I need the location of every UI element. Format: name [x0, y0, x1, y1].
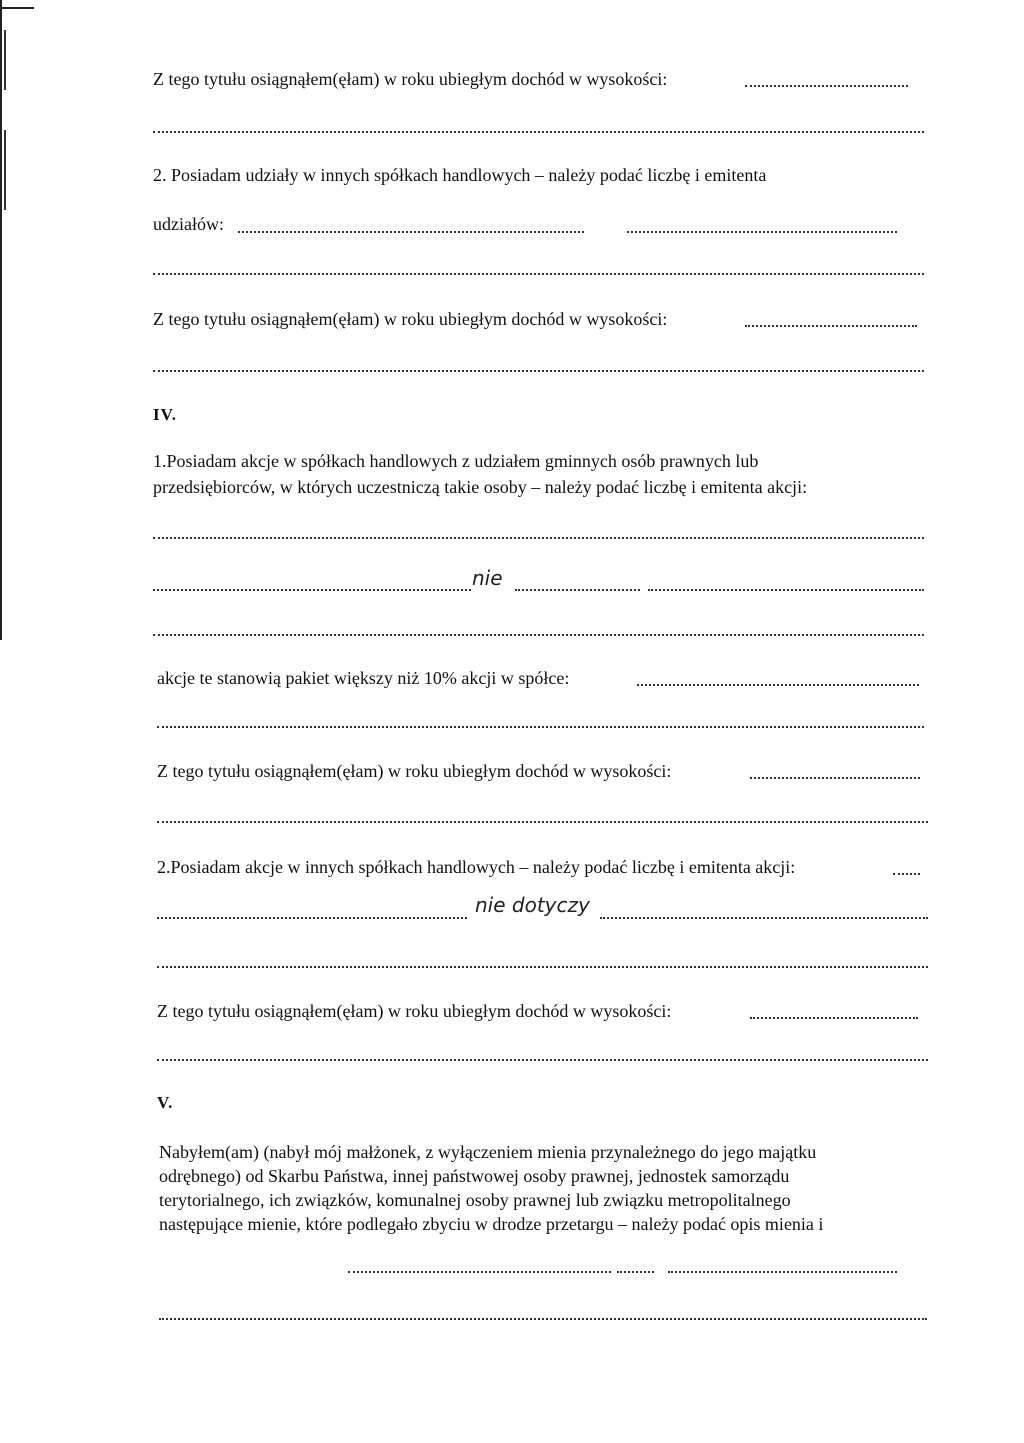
fill-line	[600, 917, 928, 919]
acquisition-paragraph-line3: terytorialnego, ich związków, komunalnej osoby prawnej lub związku metropolitalnego	[159, 1190, 791, 1210]
fill-line	[157, 1059, 928, 1061]
fill-line	[627, 231, 897, 233]
scan-edge-tick	[4, 130, 6, 210]
income-label-2: Z tego tytułu osiągnąłem(ęłam) w roku ubiegłym dochód w wysokości:	[153, 309, 668, 329]
handwritten-answer-1: nie	[472, 566, 503, 590]
scan-edge-tick	[4, 30, 6, 90]
fill-line	[157, 917, 467, 919]
income-label-1: Z tego tytułu osiągnąłem(ęłam) w roku ubiegłym dochód w wysokości:	[153, 69, 668, 89]
fill-line	[157, 966, 928, 968]
fill-line	[153, 273, 924, 275]
fill-line	[157, 726, 924, 728]
fill-line	[745, 85, 908, 87]
package-label: akcje te stanowią pakiet większy niż 10% akcji w spółce:	[157, 668, 570, 688]
fill-line	[750, 1017, 918, 1019]
item-1-shares-line2: przedsiębiorców, w których uczestniczą takie osoby – należy podać liczbę i emitenta akcji:	[153, 477, 808, 497]
fill-line	[157, 821, 928, 823]
income-label-4: Z tego tytułu osiągnąłem(ęłam) w roku ubiegłym dochód w wysokości:	[157, 1001, 672, 1021]
acquisition-paragraph-line1: Nabyłem(am) (nabył mój małżonek, z wyłączeniem mienia przynależnego do jego majątku	[159, 1142, 817, 1162]
acquisition-paragraph-line2: odrębnego) od Skarbu Państwa, innej państwowej osoby prawnej, jednostek samorządu	[159, 1166, 790, 1186]
fill-line	[153, 370, 924, 372]
fill-line	[750, 777, 920, 779]
item-2-shares-other: 2.Posiadam akcje w innych spółkach handlowych – należy podać liczbę i emitenta akcji:	[157, 857, 796, 877]
fill-line	[153, 634, 924, 636]
item-2-shares-cont: udziałów:	[153, 214, 224, 234]
income-label-3: Z tego tytułu osiągnąłem(ęłam) w roku ubiegłym dochód w wysokości:	[157, 761, 672, 781]
fill-line	[153, 131, 924, 133]
item-2-shares: 2. Posiadam udziały w innych spółkach handlowych – należy podać liczbę i emitenta	[153, 165, 767, 185]
fill-line	[745, 325, 917, 327]
handwritten-answer-2: nie dotyczy	[475, 893, 590, 917]
section-iv-heading: IV.	[153, 405, 177, 424]
scan-edge-top	[0, 7, 34, 9]
fill-line	[617, 1271, 654, 1273]
scan-edge-line	[0, 0, 2, 640]
fill-line	[153, 589, 471, 591]
acquisition-paragraph-line4: następujące mienie, które podlegało zbyciu w drodze przetargu – należy podać opis mienia i	[159, 1214, 824, 1234]
fill-line	[159, 1318, 927, 1320]
fill-line	[637, 684, 919, 686]
fill-line	[515, 589, 640, 591]
fill-line	[648, 589, 924, 591]
fill-line	[348, 1271, 611, 1273]
fill-line	[153, 537, 924, 539]
section-v-heading: V.	[157, 1093, 174, 1112]
fill-line	[893, 873, 920, 875]
item-1-shares-line1: 1.Posiadam akcje w spółkach handlowych z udziałem gminnych osób prawnych lub	[153, 451, 759, 471]
fill-line	[238, 231, 584, 233]
fill-line	[668, 1271, 897, 1273]
